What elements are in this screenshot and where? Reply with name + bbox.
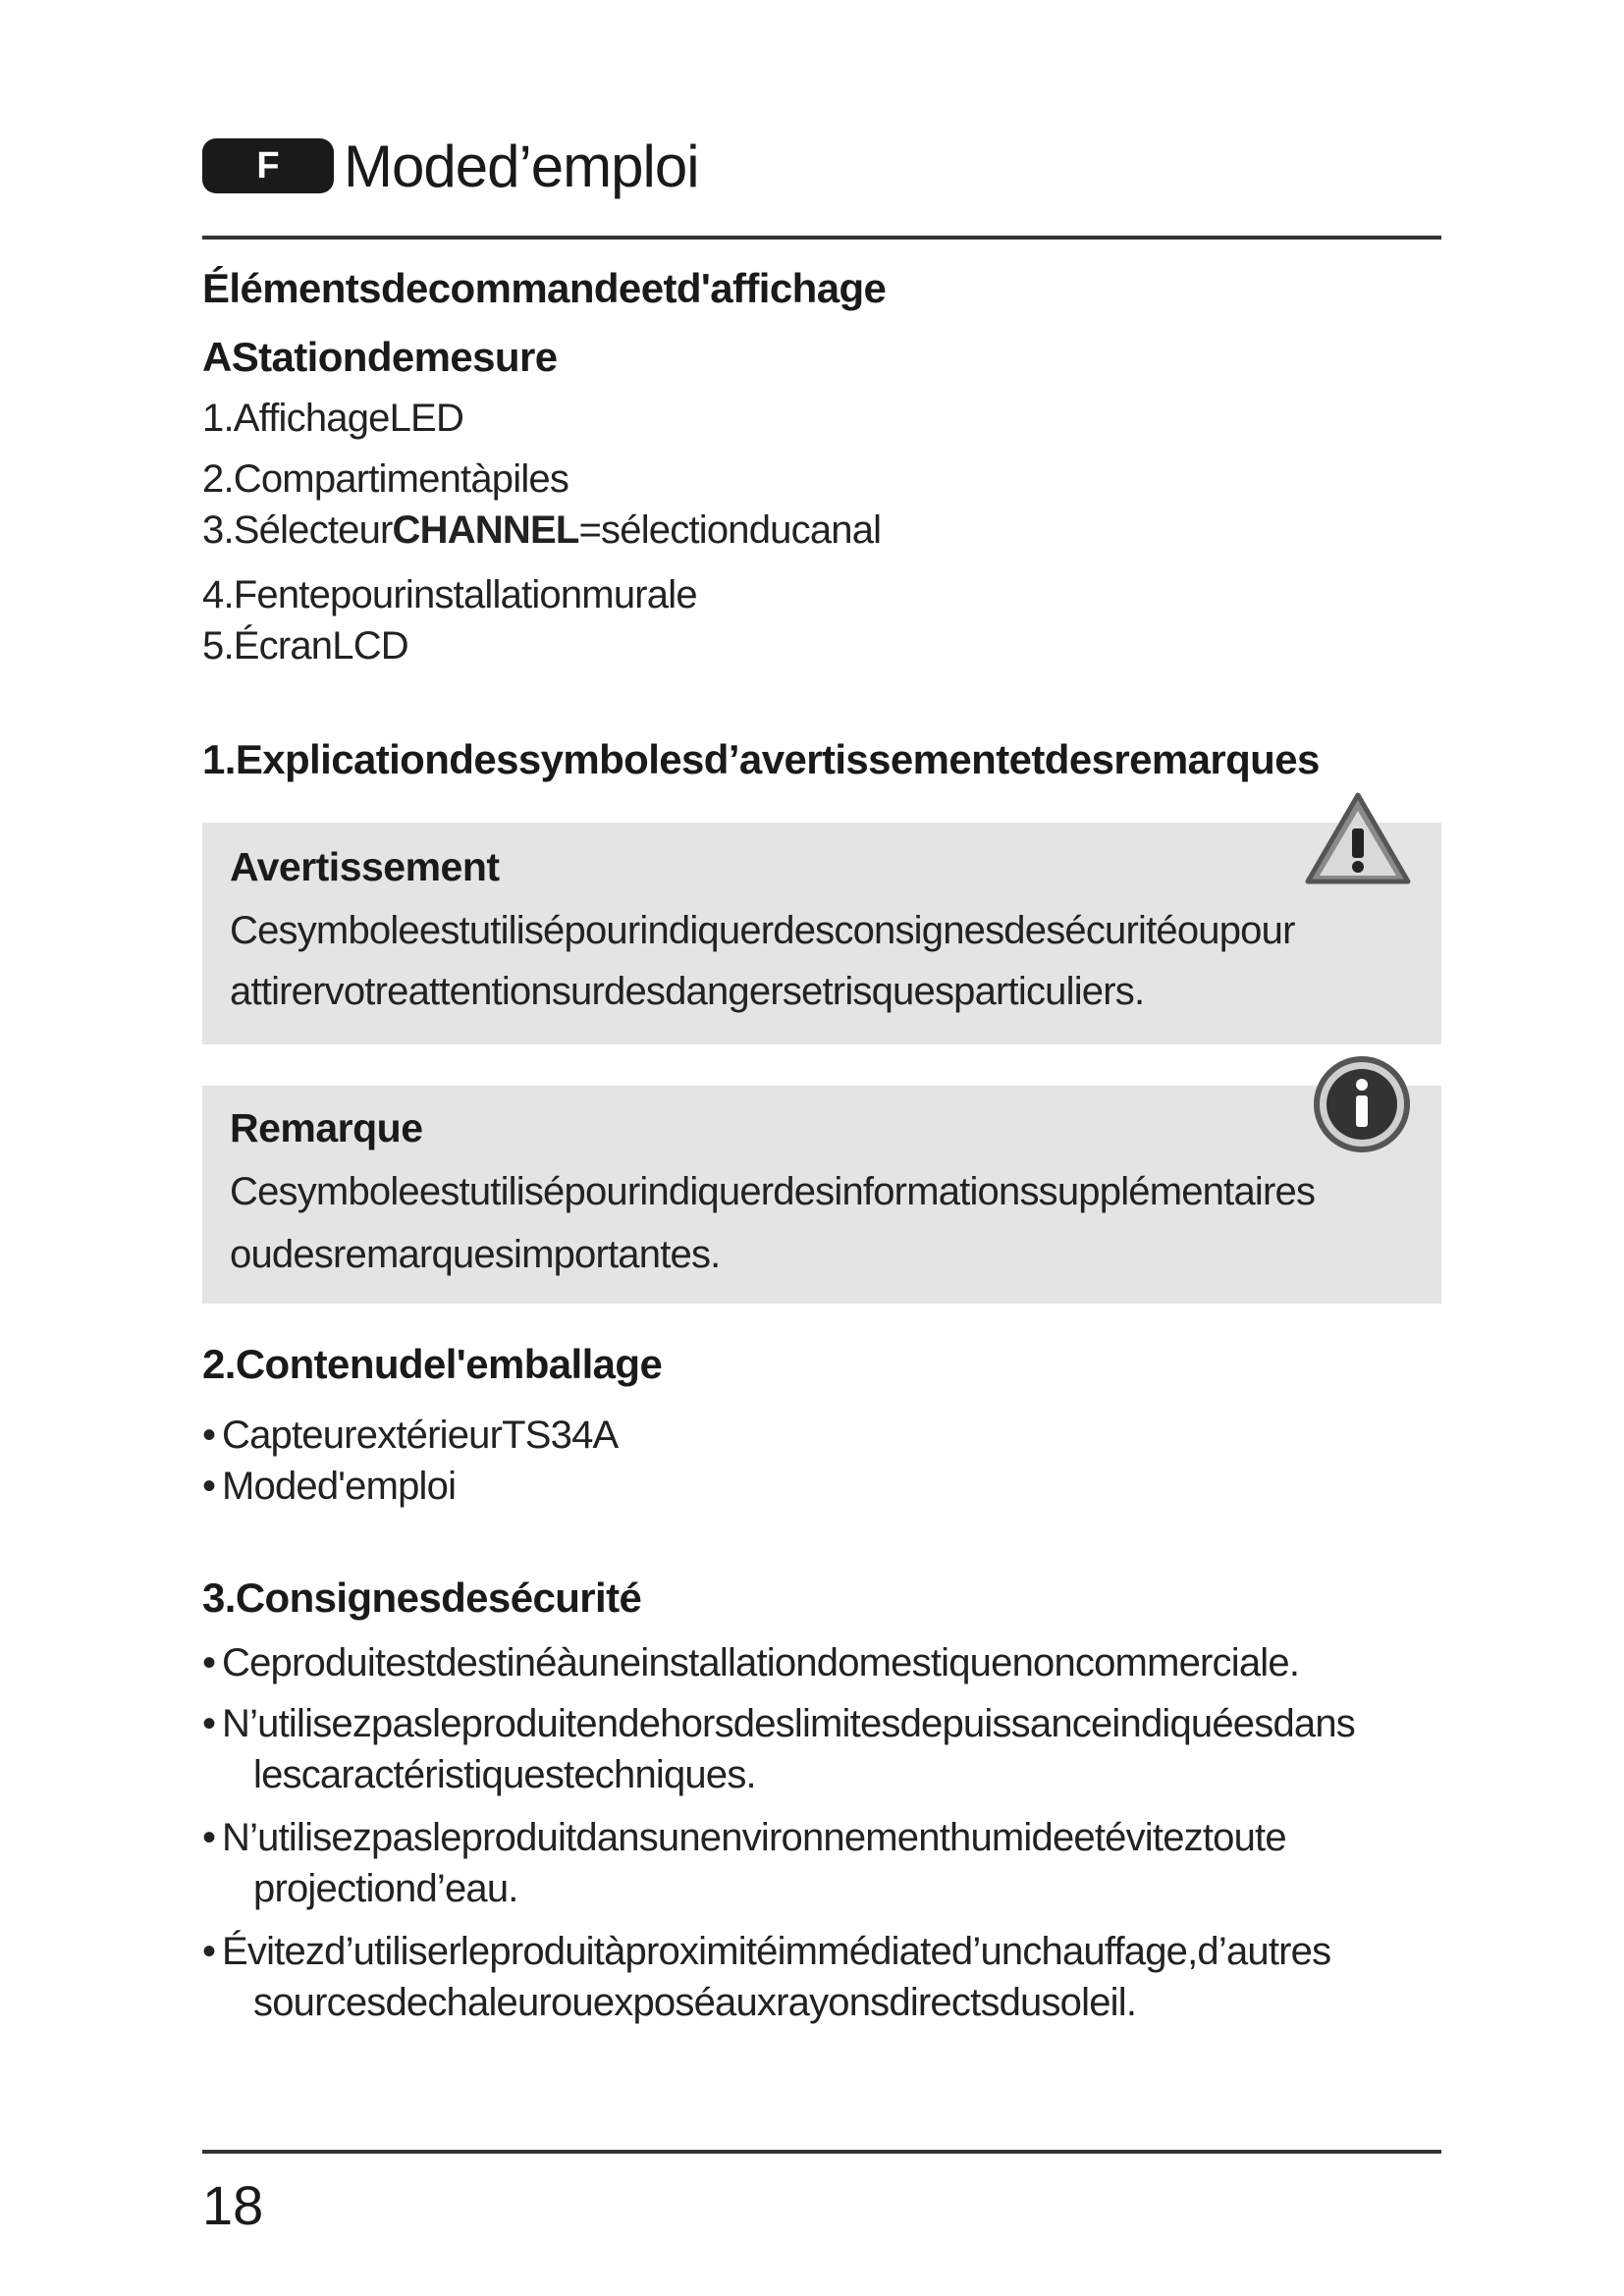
list-item-continuation: projectiond’eau. — [253, 1867, 518, 1910]
control-item: 5.ÉcranLCD — [202, 624, 408, 667]
list-item-continuation: sourcesdechaleurouexposéauxrayonsdirectsdusoleil. — [253, 1981, 1137, 2024]
list-item: • CapteurextérieurTS34A — [202, 1414, 619, 1457]
manual-page — [202, 0, 1441, 2296]
warning-triangle-icon — [1302, 789, 1414, 887]
list-item-text: N’utilisezpasleproduitendehorsdeslimitesdepuissanceindiquéesdans — [222, 1702, 1355, 1745]
language-badge: F — [202, 138, 334, 193]
header-title: Moded’emploi — [344, 133, 699, 199]
warning-title: Avertissement — [230, 844, 500, 889]
note-title: Remarque — [230, 1105, 423, 1150]
list-item-text: CapteurextérieurTS34A — [222, 1414, 619, 1457]
control-item: 2.Compartimentàpiles — [202, 457, 569, 501]
warning-box — [202, 823, 1441, 1044]
station-heading: AStationdemesure — [202, 334, 558, 380]
list-item-text: Moded'emploi — [222, 1465, 457, 1508]
list-item: • Moded'emploi — [202, 1465, 457, 1508]
section1-heading: 1.Explicationdessymbolesd’avertissementetdesremarques — [202, 736, 1320, 782]
list-item-text: Ceproduitestdestinéàuneinstallationdomestiquenoncommerciale. — [222, 1641, 1300, 1684]
list-item: • N’utilisezpasleproduitdansunenvironnementhumideetéviteztoute — [202, 1816, 1286, 1859]
page-header — [202, 133, 699, 199]
control-item-prefix: 3.Sélecteur — [202, 508, 393, 552]
info-circle-icon — [1312, 1054, 1412, 1154]
list-item-text: N’utilisezpasleproduitdansunenvironnementhumideetéviteztoute — [222, 1816, 1286, 1859]
warning-text-line: attirervotreattentionsurdesdangersetrisquesparticuliers. — [230, 970, 1145, 1013]
list-item: • N’utilisezpasleproduitendehorsdeslimitesdepuissanceindiquéesdans — [202, 1702, 1355, 1745]
list-item: • Ceproduitestdestinéàuneinstallationdomestiquenoncommerciale. — [202, 1641, 1300, 1684]
list-item-continuation: lescaractéristiquestechniques. — [253, 1753, 756, 1796]
section2-heading: 2.Contenudel'emballage — [202, 1341, 663, 1387]
section3-heading: 3.Consignesdesécurité — [202, 1575, 642, 1621]
note-text-line: oudesremarquesimportantes. — [230, 1233, 721, 1276]
control-item — [202, 508, 881, 553]
list-item-text: Évitezd’utiliserleproduitàproximitéimmédiated’unchauffage,d’autres — [222, 1930, 1331, 1973]
page-number: 18 — [202, 2174, 264, 2236]
list-item: • Évitezd’utiliserleproduitàproximitéimmédiated’unchauffage,d’autres — [202, 1930, 1331, 1973]
warning-text-line: Cesymboleestutilisépourindiquerdesconsignesdesécuritéoupour — [230, 909, 1295, 952]
note-box — [202, 1086, 1441, 1304]
control-item: 4.Fentepourinstallationmurale — [202, 573, 697, 616]
control-item: 1.AffichageLED — [202, 397, 464, 440]
channel-label: CHANNEL — [392, 508, 579, 552]
note-text-line: Cesymboleestutilisépourindiquerdesinformationssupplémentaires — [230, 1170, 1316, 1213]
footer-divider — [202, 2150, 1441, 2154]
controls-heading: Élémentsdecommandeetd'affichage — [202, 265, 887, 311]
control-item-suffix: =sélectionducanal — [578, 508, 882, 552]
header-divider — [202, 236, 1441, 240]
